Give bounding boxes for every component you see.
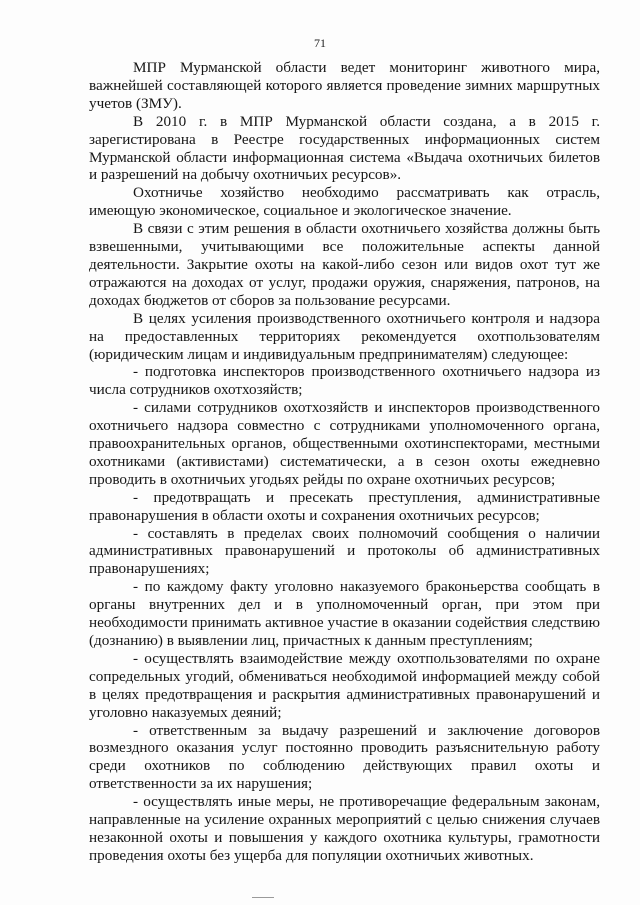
list-item-other-measures: - осуществлять иные меры, не противоречащие федеральным законам, направленные на усиление охранных мероприятий с целью снижения случаев незаконной охоты и повышения у каждого охотника культуры, грамотности проведения охоты без ущерба для популяции охотничьих животных. bbox=[89, 793, 600, 864]
list-item-report-poaching: - по каждому факту уголовно наказуемого браконьерства сообщать в органы внутренних дел и в уполномоченный орган, при этом при необходимости принимать активное участие в оказании содействия следствию (дознанию) в выявлении лиц, причастных к данным преступлениям; bbox=[89, 578, 600, 649]
list-item-cooperation: - осуществлять взаимодействие между охотпользователями по охране сопредельных угодий, обмениваться необходимой информацией между собой в целях предотвращения и раскрытия административных правонарушений и уголовно наказуемых деяний; bbox=[89, 649, 600, 721]
list-item-issue-protocols: - составлять в пределах своих полномочий сообщения о наличии административных правонарушений и протоколы об административных правонарушениях; bbox=[89, 524, 600, 578]
scan-mark bbox=[252, 897, 274, 898]
body-text bbox=[89, 59, 600, 865]
paragraph-monitoring: МПР Мурманской области ведет мониторинг животного мира, важнейшей составляющей которого является проведение зимних маршрутных учетов (ЗМУ). bbox=[89, 59, 600, 112]
list-item-inspector-training: - подготовка инспекторов производственного охотничьего надзора из числа сотрудников охотхозяйств; bbox=[89, 363, 600, 399]
paragraph-information-system: В 2010 г. в МПР Мурманской области создана, а в 2015 г. зарегистирована в Реестре государственных информационных систем Мурманской области информационная система «Выдача охотничьих билетов и разрешений на добычу охотничьих ресурсов». bbox=[89, 112, 600, 184]
paragraph-recommendations-intro: В целях усиления производственного охотничьего контроля и надзора на предоставленных территориях рекомендуется охотпользователям (юридическим лицам и индивидуальным предпринимателям) следующее: bbox=[89, 309, 600, 363]
paragraph-industry-significance: Охотничье хозяйство необходимо рассматривать как отрасль, имеющую экономическое, социальное и экологическое значение. bbox=[89, 184, 600, 220]
paragraph-balanced-decisions: В связи с этим решения в области охотничьего хозяйства должны быть взвешенными, учитывающими все положительные аспекты данной деятельности. Закрытие охоты на какой-либо сезон или видов охот тут же отражаются на доходах от услуг, продажи оружия, снаряжения, патронов, на доходах бюджетов от сборов за пользование ресурсами. bbox=[89, 220, 600, 309]
page-number: 71 bbox=[314, 36, 326, 50]
list-item-prevent-offences: - предотвращать и пресекать преступления, административные правонарушения в области охоты и сохранения охотничьих ресурсов; bbox=[89, 488, 600, 524]
list-item-joint-raids: - силами сотрудников охотхозяйств и инспекторов производственного охотничьего надзора совместно с сотрудниками уполномоченного органа, правоохранительных органов, общественными охотинспекторами, местными охотниками (активистами) систематически, а в сезон охоты ежедневно проводить в охотничьих угодьях рейды по охране охотничьих ресурсов; bbox=[89, 399, 600, 488]
list-item-explanatory-work: - ответственным за выдачу разрешений и заключение договоров возмездного оказания услуг постоянно проводить разъяснительную работу среди охотников по соблюдению действующих правил охоты и ответственности за их нарушения; bbox=[89, 721, 600, 793]
